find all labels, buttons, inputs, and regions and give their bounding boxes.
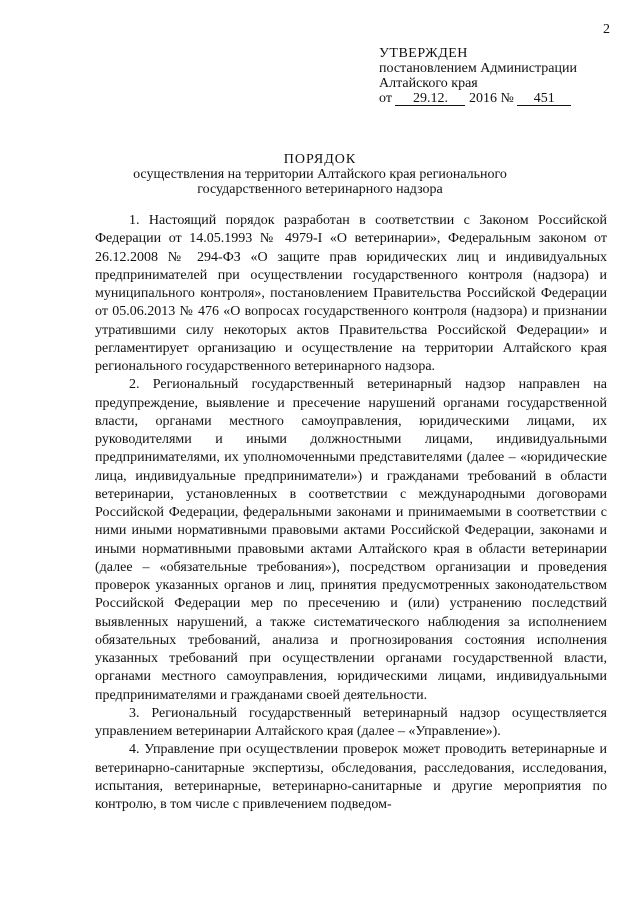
approval-stamp: [379, 46, 577, 106]
title-subtitle-line1: осуществления на территории Алтайского края регионального: [133, 167, 507, 182]
paragraph-2: 2. Региональный государственный ветеринарный надзор направлен на предупреждение, выявление и пресечение нарушений органами государственной власти, органами местного самоуправления, юридическими лицами, их руководителями и иными должностными лицами, индивидуальными предпринимателями, их уполномоченными представителями (далее – «юридические лица, индивидуальные предприниматели») и гражданами требований в области ветеринарии, установленных в соответствии с международными договорами Российской Федерации, федеральными законами и принимаемыми в соответствии с ними иными нормативными правовыми актами Российской Федерации, законами и иными нормативными правовыми актами Алтайского края в области ветеринарии (далее – «обязательные требования»), посредством организации и проведения проверок указанных органов и лиц, принятия предусмотренных законодательством Российской Федерации мер по пресечению и (или) устранению последствий выявленных нарушений, а также систематического наблюдения за исполнением обязательных требований, анализа и прогнозирования состояния исполнения указанных требований при осуществлении органами государственной власти, органами местного самоуправления, юридическими лицами, индивидуальными предпринимателями и гражданами своей деятельности.: [95, 377, 607, 703]
approval-number-value: 451: [517, 92, 571, 106]
approval-line-decree: постановлением Администрации: [379, 61, 577, 76]
approval-year-sign: 2016 №: [468, 91, 514, 106]
approval-date-prefix: от: [379, 91, 392, 106]
approval-date-line: [379, 91, 577, 106]
paragraph-3: 3. Региональный государственный ветеринарный надзор осуществляется управлением ветеринарии Алтайского края (далее – «Управление»).: [95, 705, 607, 739]
document-body: [95, 212, 607, 814]
paragraph-4: 4. Управление при осуществлении проверок может проводить ветеринарные и ветеринарно-санитарные экспертизы, обследования, расследования, исследования, испытания, ветеринарные, ветеринарно-санитарные и другие мероприятия по контролю, в том числе с привлечением подведом-: [95, 742, 607, 812]
document-title: [0, 152, 640, 197]
title-main: ПОРЯДОК: [283, 152, 357, 167]
approval-line-region: Алтайского края: [379, 76, 478, 91]
approval-date-value: 29.12.: [395, 92, 465, 106]
paragraph-1: 1. Настоящий порядок разработан в соответствии с Законом Российской Федерации от 14.05.1993 № 4979-I «О ветеринарии», Федеральным законом от 26.12.2008 № 294-ФЗ «О защите прав юридических лиц и индивидуальных предпринимателей при осуществлении государственного контроля (надзора) и муниципального контроля», постановлением Правительства Российской Федерации от 05.06.2013 № 476 «О вопросах государственного контроля (надзора) и признании утратившими силу некоторых актов Правительства Российской Федерации» и регламентирует организацию и осуществление на территории Алтайского края регионального государственного ветеринарного надзора.: [95, 213, 607, 374]
page-number: 2: [603, 22, 610, 37]
title-subtitle-line2: государственного ветеринарного надзора: [197, 182, 443, 197]
approval-heading: УТВЕРЖДЕН: [379, 46, 468, 61]
